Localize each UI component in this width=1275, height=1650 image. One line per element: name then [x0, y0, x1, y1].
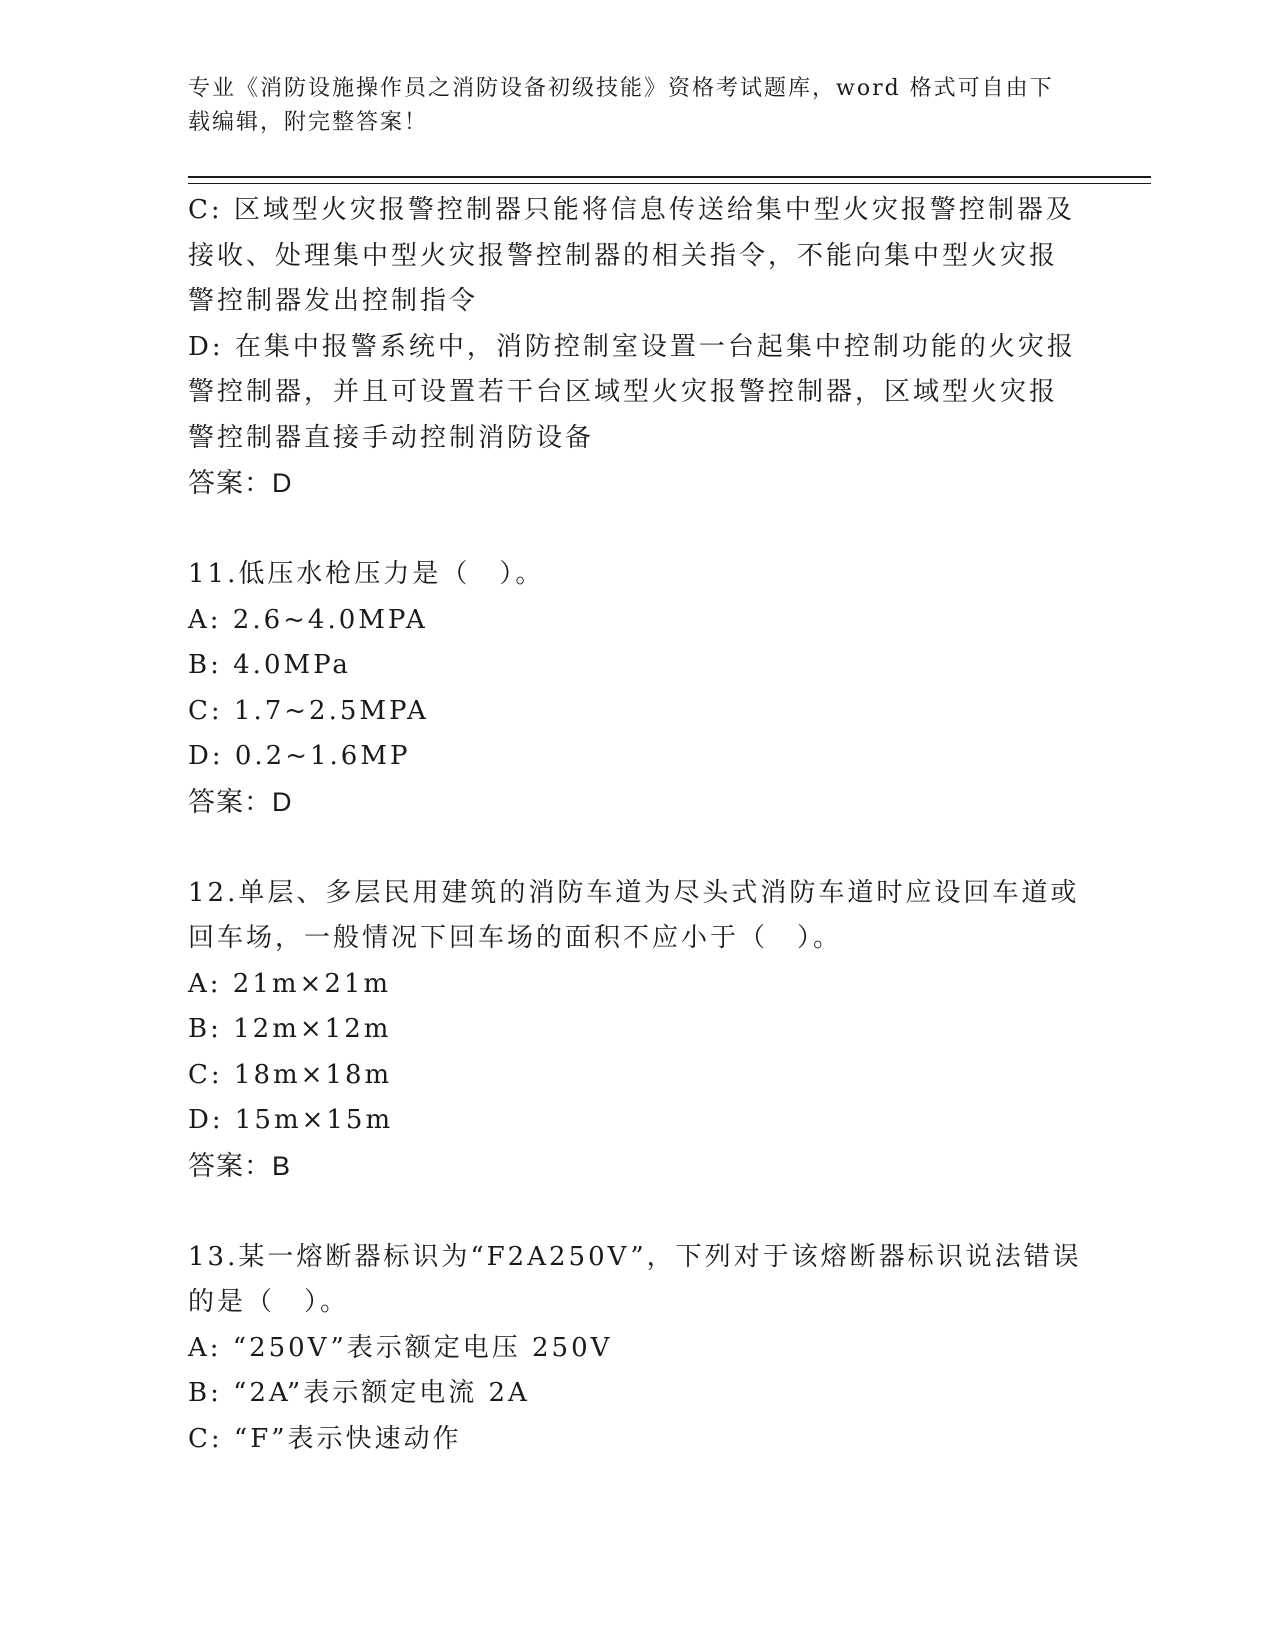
- option-d-line-2: 警控制器，并且可设置若干台区域型火灾报警控制器，区域型火灾报: [188, 377, 1059, 407]
- option-b: B: “2A”表示额定电流 2A: [188, 1378, 530, 1408]
- option-a: A: “250V”表示额定电压 250V: [188, 1332, 613, 1363]
- question-stem-line-2: 回车场，一般情况下回车场的面积不应小于（ ）。: [188, 923, 843, 953]
- question-stem-line-1: 13.某一熔断器标识为“F2A250V”，下列对于该熔断器标识说法错误: [188, 1241, 1082, 1272]
- option-c-line-2: 接收、处理集中型火灾报警控制器的相关指令，不能向集中型火灾报: [188, 240, 1059, 271]
- spacer: [188, 1189, 1088, 1235]
- option-d-line-3: 警控制器直接手动控制消防设备: [188, 422, 595, 453]
- prev-question-block: [188, 188, 1088, 507]
- header-line-1: 专业《消防设施操作员之消防设备初级技能》资格考试题库，word 格式可自由下: [188, 76, 1054, 101]
- option-a: A: 2.6~4.0MPA: [188, 604, 428, 635]
- option-c: C: 1.7~2.5MPA: [188, 695, 429, 726]
- answer: 答案：B: [188, 1150, 292, 1181]
- option-c: C: 18m×18m: [188, 1059, 393, 1090]
- option-c-line-3: 警控制器发出控制指令: [188, 286, 479, 316]
- spacer: [188, 507, 1088, 553]
- option-d-line-1: D: 在集中报警系统中，消防控制室设置一台起集中控制功能的火灾报: [188, 331, 1076, 362]
- question-11: [188, 552, 1088, 825]
- spacer: [188, 825, 1088, 871]
- question-stem: 11.低压水枪压力是（ ）。: [188, 559, 545, 589]
- header-rule-thin: [188, 183, 1151, 184]
- document-header: [188, 72, 1088, 140]
- option-d: D: 0.2~1.6MP: [188, 741, 411, 771]
- question-stem-line-1: 12.单层、多层民用建筑的消防车道为尽头式消防车道时应设回车道或: [188, 877, 1080, 908]
- header-line-2: 载编辑，附完整答案！: [188, 110, 429, 135]
- option-c-line-1: C: 区域型火灾报警控制器只能将信息传送给集中型火灾报警控制器及: [188, 195, 1075, 225]
- option-d: D: 15m×15m: [188, 1105, 394, 1135]
- answer: 答案：D: [188, 786, 293, 817]
- option-b: B: 4.0MPa: [188, 650, 351, 680]
- option-a: A: 21m×21m: [188, 968, 392, 999]
- question-13: [188, 1235, 1088, 1463]
- question-12: [188, 871, 1088, 1190]
- option-c: C: “F”表示快速动作: [188, 1423, 462, 1454]
- answer: 答案：D: [188, 468, 293, 498]
- question-stem-line-2: 的是（ ）。: [188, 1287, 350, 1317]
- option-b: B: 12m×12m: [188, 1014, 392, 1044]
- header-rule-thick: [188, 176, 1151, 178]
- document-body: [188, 188, 1088, 1462]
